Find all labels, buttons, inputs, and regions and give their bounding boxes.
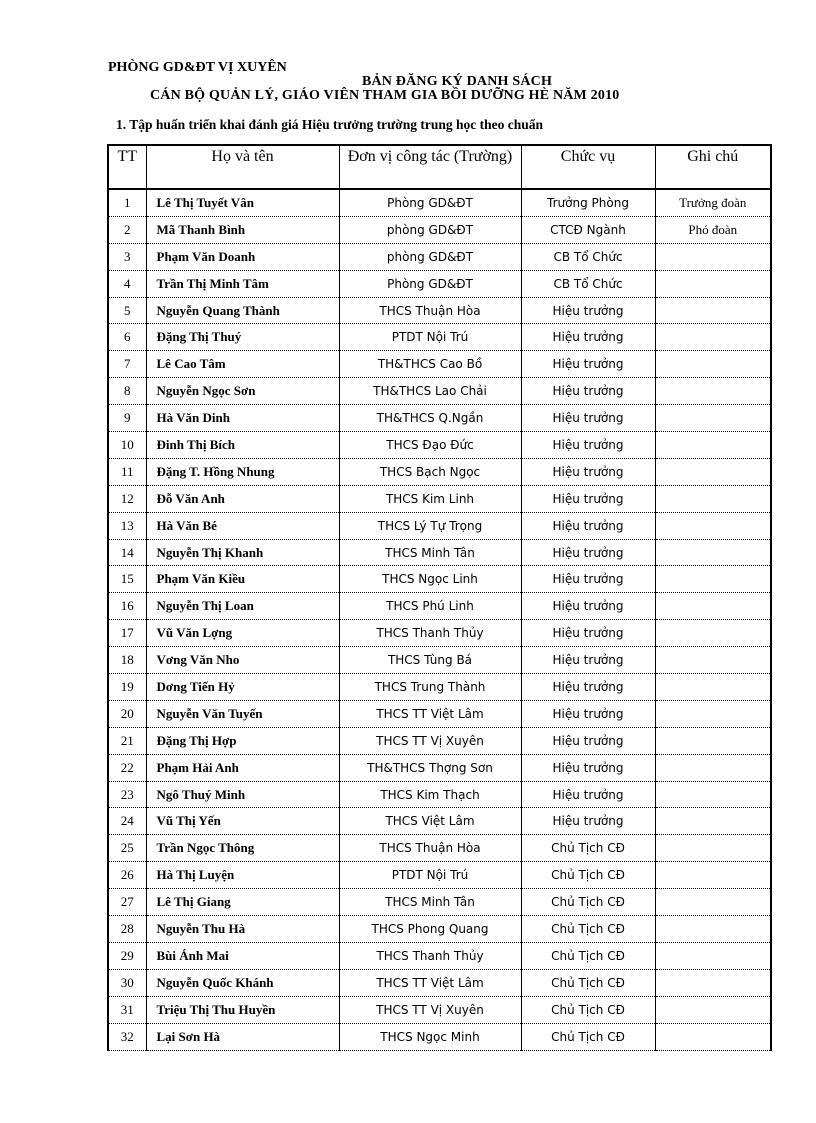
cell-role: Hiệu trưởng — [521, 324, 655, 351]
table-row — [108, 674, 771, 701]
cell-unit: THCS Trung Thành — [339, 674, 521, 701]
cell-note — [655, 889, 771, 916]
table-row — [108, 432, 771, 459]
cell-unit: THCS Ngọc Minh — [339, 1023, 521, 1050]
cell-name: Nguyễn Thị Khanh — [146, 539, 339, 566]
table-row — [108, 351, 771, 378]
cell-role: Hiệu trưởng — [521, 378, 655, 405]
cell-tt: 15 — [108, 566, 146, 593]
cell-unit: TH&THCS Q.Ngần — [339, 405, 521, 432]
cell-unit: PTDT Nội Trú — [339, 862, 521, 889]
cell-tt: 19 — [108, 674, 146, 701]
column-header-unit: Đơn vị công tác (Trường) — [339, 145, 521, 189]
table-row — [108, 324, 771, 351]
cell-note — [655, 539, 771, 566]
table-row — [108, 942, 771, 969]
cell-note — [655, 297, 771, 324]
cell-role: Hiệu trưởng — [521, 620, 655, 647]
cell-role: Hiệu trưởng — [521, 808, 655, 835]
cell-tt: 27 — [108, 889, 146, 916]
cell-role: Hiệu trưởng — [521, 593, 655, 620]
cell-role: Hiệu trưởng — [521, 781, 655, 808]
table-row — [108, 969, 771, 996]
cell-note — [655, 674, 771, 701]
cell-note — [655, 754, 771, 781]
cell-unit: THCS TT Vị Xuyên — [339, 996, 521, 1023]
cell-note — [655, 270, 771, 297]
cell-unit: THCS Thuận Hòa — [339, 297, 521, 324]
cell-tt: 21 — [108, 727, 146, 754]
table-row — [108, 1023, 771, 1050]
cell-name: Trần Ngọc Thông — [146, 835, 339, 862]
cell-unit: THCS Minh Tân — [339, 539, 521, 566]
cell-unit: phòng GD&ĐT — [339, 243, 521, 270]
cell-name: Hà Văn Bé — [146, 512, 339, 539]
cell-name: Phạm Hải Anh — [146, 754, 339, 781]
document-subtitle: CÁN BỘ QUẢN LÝ, GIÁO VIÊN THAM GIA BỒI DƯỠNG HÈ NĂM 2010 — [150, 88, 620, 103]
cell-role: Hiệu trưởng — [521, 727, 655, 754]
cell-unit: THCS Kim Thạch — [339, 781, 521, 808]
cell-role: Hiệu trưởng — [521, 485, 655, 512]
cell-role: Hiệu trưởng — [521, 458, 655, 485]
cell-unit: THCS Bạch Ngọc — [339, 458, 521, 485]
table-row — [108, 216, 771, 243]
cell-note — [655, 378, 771, 405]
cell-unit: Phòng GD&ĐT — [339, 189, 521, 216]
cell-tt: 5 — [108, 297, 146, 324]
cell-unit: THCS Thanh Thủy — [339, 942, 521, 969]
cell-role: Chủ Tịch CĐ — [521, 1023, 655, 1050]
table-row — [108, 620, 771, 647]
cell-unit: THCS Thuận Hòa — [339, 835, 521, 862]
cell-tt: 26 — [108, 862, 146, 889]
cell-tt: 17 — [108, 620, 146, 647]
table-row — [108, 539, 771, 566]
cell-role: Hiệu trưởng — [521, 700, 655, 727]
cell-role: Hiệu trưởng — [521, 566, 655, 593]
cell-note — [655, 996, 771, 1023]
cell-unit: THCS Việt Lâm — [339, 808, 521, 835]
cell-tt: 11 — [108, 458, 146, 485]
cell-role: Hiệu trưởng — [521, 432, 655, 459]
table-row — [108, 405, 771, 432]
cell-note — [655, 620, 771, 647]
cell-unit: TH&THCS Thợng Sơn — [339, 754, 521, 781]
table-row — [108, 996, 771, 1023]
cell-name: Đinh Thị Bích — [146, 432, 339, 459]
table-row — [108, 781, 771, 808]
cell-role: Chủ Tịch CĐ — [521, 862, 655, 889]
table-row — [108, 808, 771, 835]
cell-name: Vơng Văn Nho — [146, 647, 339, 674]
table-row — [108, 835, 771, 862]
cell-role: Hiệu trưởng — [521, 647, 655, 674]
cell-name: Dơng Tiến Hỷ — [146, 674, 339, 701]
table-row — [108, 754, 771, 781]
cell-tt: 12 — [108, 485, 146, 512]
cell-role: Trưởng Phòng — [521, 189, 655, 216]
cell-note — [655, 727, 771, 754]
document-title: BẢN ĐĂNG KÝ DANH SÁCH — [361, 74, 553, 89]
cell-note — [655, 942, 771, 969]
cell-name: Trần Thị Minh Tâm — [146, 270, 339, 297]
cell-unit: Phòng GD&ĐT — [339, 270, 521, 297]
cell-role: Hiệu trưởng — [521, 754, 655, 781]
cell-tt: 18 — [108, 647, 146, 674]
cell-tt: 13 — [108, 512, 146, 539]
cell-name: Hà Thị Luyện — [146, 862, 339, 889]
table-row — [108, 566, 771, 593]
cell-unit: phòng GD&ĐT — [339, 216, 521, 243]
cell-note — [655, 405, 771, 432]
column-header-note: Ghi chú — [655, 145, 771, 189]
cell-tt: 22 — [108, 754, 146, 781]
cell-unit: TH&THCS Lao Chải — [339, 378, 521, 405]
cell-role: CB Tổ Chức — [521, 243, 655, 270]
cell-name: Hà Văn Dinh — [146, 405, 339, 432]
cell-note — [655, 351, 771, 378]
cell-note — [655, 324, 771, 351]
cell-name: Vũ Văn Lợng — [146, 620, 339, 647]
cell-unit: THCS Lý Tự Trọng — [339, 512, 521, 539]
cell-role: Hiệu trưởng — [521, 539, 655, 566]
cell-tt: 3 — [108, 243, 146, 270]
cell-tt: 32 — [108, 1023, 146, 1050]
cell-tt: 31 — [108, 996, 146, 1023]
cell-name: Đặng Thị Thuý — [146, 324, 339, 351]
cell-name: Lại Sơn Hà — [146, 1023, 339, 1050]
cell-name: Nguyễn Thu Hà — [146, 916, 339, 943]
table-row — [108, 727, 771, 754]
cell-tt: 24 — [108, 808, 146, 835]
cell-note — [655, 566, 771, 593]
table-row — [108, 297, 771, 324]
cell-role: CB Tổ Chức — [521, 270, 655, 297]
cell-name: Nguyễn Quang Thành — [146, 297, 339, 324]
cell-name: Đặng T. Hồng Nhung — [146, 458, 339, 485]
cell-role: Chủ Tịch CĐ — [521, 889, 655, 916]
cell-note — [655, 808, 771, 835]
table-row — [108, 485, 771, 512]
cell-name: Nguyễn Văn Tuyến — [146, 700, 339, 727]
table-row — [108, 189, 771, 216]
cell-note — [655, 700, 771, 727]
cell-note — [655, 969, 771, 996]
cell-name: Lê Thị Giang — [146, 889, 339, 916]
cell-tt: 8 — [108, 378, 146, 405]
cell-name: Phạm Văn Doanh — [146, 243, 339, 270]
cell-tt: 1 — [108, 189, 146, 216]
cell-role: Chủ Tịch CĐ — [521, 969, 655, 996]
table-row — [108, 889, 771, 916]
cell-name: Bùi Ánh Mai — [146, 942, 339, 969]
cell-note — [655, 781, 771, 808]
table-row — [108, 647, 771, 674]
cell-tt: 10 — [108, 432, 146, 459]
cell-name: Mã Thanh Bình — [146, 216, 339, 243]
cell-note — [655, 647, 771, 674]
cell-note: Trưởng đoàn — [655, 189, 771, 216]
cell-tt: 6 — [108, 324, 146, 351]
cell-unit: THCS Kim Linh — [339, 485, 521, 512]
table-header-row — [108, 145, 771, 189]
cell-tt: 2 — [108, 216, 146, 243]
cell-unit: THCS Thanh Thủy — [339, 620, 521, 647]
table-row — [108, 243, 771, 270]
cell-unit: PTDT Nội Trú — [339, 324, 521, 351]
table-row — [108, 700, 771, 727]
cell-unit: THCS TT Vị Xuyên — [339, 727, 521, 754]
table-row — [108, 862, 771, 889]
table-row — [108, 512, 771, 539]
cell-tt: 30 — [108, 969, 146, 996]
cell-name: Đặng Thị Hợp — [146, 727, 339, 754]
cell-tt: 16 — [108, 593, 146, 620]
cell-name: Nguyễn Quốc Khánh — [146, 969, 339, 996]
cell-tt: 9 — [108, 405, 146, 432]
cell-unit: THCS Phong Quang — [339, 916, 521, 943]
section-heading: 1. Tập huấn triển khai đánh giá Hiệu trưởng trường trung học theo chuẩn — [116, 117, 543, 132]
cell-note — [655, 916, 771, 943]
column-header-tt: TT — [108, 145, 146, 189]
table-row — [108, 270, 771, 297]
cell-note — [655, 243, 771, 270]
cell-unit: TH&THCS Cao Bồ — [339, 351, 521, 378]
cell-role: Hiệu trưởng — [521, 674, 655, 701]
cell-role: Chủ Tịch CĐ — [521, 916, 655, 943]
cell-note — [655, 458, 771, 485]
column-header-role: Chức vụ — [521, 145, 655, 189]
cell-note — [655, 862, 771, 889]
cell-tt: 25 — [108, 835, 146, 862]
cell-name: Lê Thị Tuyết Vân — [146, 189, 339, 216]
cell-note — [655, 835, 771, 862]
cell-note: Phó đoàn — [655, 216, 771, 243]
cell-name: Phạm Văn Kiều — [146, 566, 339, 593]
cell-name: Nguyễn Ngọc Sơn — [146, 378, 339, 405]
cell-unit: THCS TT Việt Lâm — [339, 969, 521, 996]
cell-unit: THCS Minh Tân — [339, 889, 521, 916]
cell-unit: THCS Phú Linh — [339, 593, 521, 620]
cell-role: CTCĐ Ngành — [521, 216, 655, 243]
cell-name: Đỗ Văn Anh — [146, 485, 339, 512]
table-row — [108, 916, 771, 943]
cell-tt: 14 — [108, 539, 146, 566]
cell-note — [655, 593, 771, 620]
cell-name: Nguyễn Thị Loan — [146, 593, 339, 620]
cell-note — [655, 1023, 771, 1050]
cell-note — [655, 432, 771, 459]
cell-role: Hiệu trưởng — [521, 405, 655, 432]
column-header-name: Họ và tên — [146, 145, 339, 189]
cell-role: Hiệu trưởng — [521, 512, 655, 539]
cell-name: Vũ Thị Yến — [146, 808, 339, 835]
cell-unit: THCS Tùng Bá — [339, 647, 521, 674]
table-row — [108, 378, 771, 405]
organization-name: PHÒNG GD&ĐT VỊ XUYÊN — [108, 60, 287, 75]
cell-unit: THCS TT Việt Lâm — [339, 700, 521, 727]
table-row — [108, 458, 771, 485]
cell-role: Hiệu trưởng — [521, 351, 655, 378]
cell-role: Chủ Tịch CĐ — [521, 942, 655, 969]
cell-tt: 29 — [108, 942, 146, 969]
cell-note — [655, 512, 771, 539]
cell-tt: 28 — [108, 916, 146, 943]
cell-role: Chủ Tịch CĐ — [521, 835, 655, 862]
cell-tt: 7 — [108, 351, 146, 378]
cell-role: Hiệu trưởng — [521, 297, 655, 324]
cell-note — [655, 485, 771, 512]
cell-role: Chủ Tịch CĐ — [521, 996, 655, 1023]
cell-name: Ngô Thuý Minh — [146, 781, 339, 808]
cell-tt: 20 — [108, 700, 146, 727]
cell-name: Triệu Thị Thu Huyền — [146, 996, 339, 1023]
cell-tt: 23 — [108, 781, 146, 808]
staff-table — [107, 144, 772, 1051]
cell-unit: THCS Ngọc Linh — [339, 566, 521, 593]
table-row — [108, 593, 771, 620]
cell-tt: 4 — [108, 270, 146, 297]
cell-name: Lê Cao Tâm — [146, 351, 339, 378]
cell-unit: THCS Đạo Đức — [339, 432, 521, 459]
